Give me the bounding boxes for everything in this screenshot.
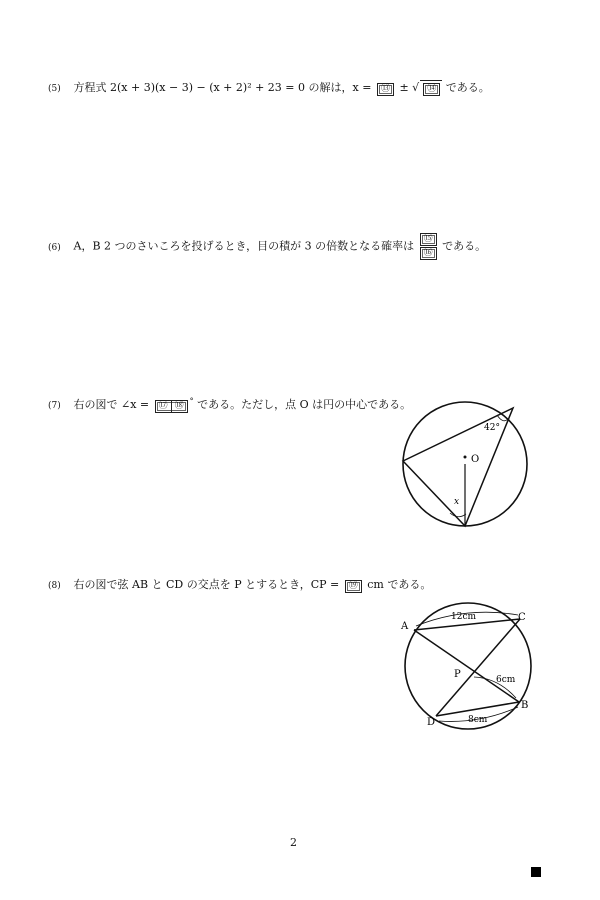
length-label-8: 8cm <box>468 715 488 725</box>
problem-number: (8) <box>48 581 61 591</box>
probability-fraction <box>420 232 437 261</box>
point-label-P: P <box>454 669 461 680</box>
problem-5 <box>48 79 490 96</box>
answer-box-16[interactable]: ⑯ <box>420 247 437 260</box>
problem-number: (6) <box>48 242 61 253</box>
radicand <box>420 80 442 96</box>
problem-text-after: である。 <box>442 239 487 253</box>
sqrt-icon: √ <box>412 81 420 94</box>
circle-figure-8 <box>398 598 538 738</box>
problem-number: (5) <box>48 84 61 94</box>
center-label: O <box>471 454 480 465</box>
degree-mark: ° <box>189 396 194 406</box>
chord-DB <box>436 702 519 716</box>
problem-number: (7) <box>48 401 61 411</box>
page-number: 2 <box>290 836 297 849</box>
problem-6 <box>48 232 486 261</box>
answer-box-15[interactable]: ⑮ <box>420 233 437 246</box>
problem-8 <box>48 576 431 593</box>
answer-box-19[interactable]: ⑲ <box>345 580 362 593</box>
chord-CD <box>436 619 520 716</box>
answer-box-17[interactable]: ⑰ <box>158 401 168 411</box>
point-label-D: D <box>427 717 436 728</box>
point-label-C: C <box>518 612 526 623</box>
length-label-12: 12cm <box>451 612 477 622</box>
chord-AB <box>414 630 519 702</box>
point-label-A: A <box>401 621 409 632</box>
answer-box-18[interactable]: ⑱ <box>171 401 187 412</box>
angle-label-x: x <box>454 497 460 507</box>
problem-text-after: である。ただし，点 O は円の中心である。 <box>197 398 412 411</box>
answer-box-13[interactable]: ⑬ <box>377 83 394 96</box>
answer-box-17-18[interactable] <box>155 400 188 413</box>
problem-text: 右の図で ∠x = <box>73 398 150 411</box>
registration-mark <box>531 867 541 877</box>
problem-7 <box>48 396 411 413</box>
point-label-B: B <box>521 700 529 711</box>
problem-text: A，B 2 つのさいころを投げるとき，目の積が 3 の倍数となる確率は <box>73 239 415 253</box>
length-label-6: 6cm <box>496 675 516 685</box>
center-point <box>464 456 467 459</box>
plus-minus: ± <box>399 81 409 94</box>
circle-figure-7 <box>400 400 530 530</box>
problem-text-after: である。 <box>445 81 490 94</box>
problem-text: 方程式 2(x + 3)(x − 3) − (x + 2)² + 23 = 0 の解は，x = <box>73 81 372 94</box>
problem-text-after: cm である。 <box>367 578 432 591</box>
problem-text: 右の図で弦 AB と CD の交点を P とするとき，CP = <box>73 578 340 591</box>
angle-label-42: 42° <box>484 423 500 433</box>
answer-box-14[interactable]: ⑭ <box>423 83 440 96</box>
